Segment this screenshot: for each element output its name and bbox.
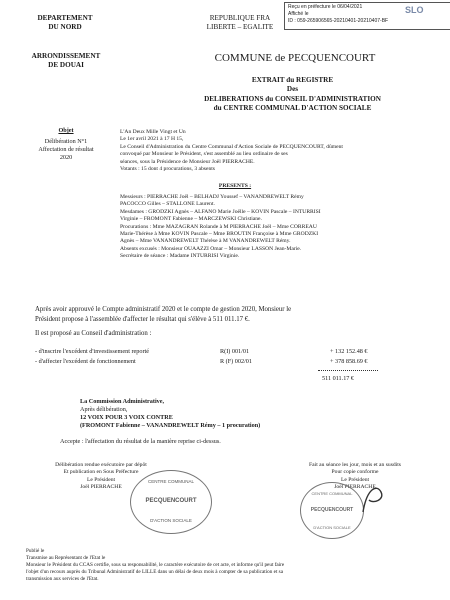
allocation-code: R(I) 001/01 [220, 348, 250, 355]
commune-title: COMMUNE de PECQUENCOURT [214, 52, 376, 64]
arrondissement-label: ARRONDISSEMENT [31, 52, 101, 60]
signature-mark [355, 478, 395, 518]
republic-title: REPUBLIQUE FRA [209, 14, 271, 22]
footer-left-line: Délibération rendue exécutoire par dépôt [55, 462, 147, 468]
intro-line: Le 1er avril 2021 à 17 H 15, [120, 136, 184, 143]
publication-line: Transmise au Représentant de l'Etat le [26, 555, 106, 561]
allocation-row [35, 348, 395, 358]
prefecture-receipt [284, 2, 450, 30]
footer-right-line: Pour copie conforme [331, 469, 379, 476]
subject-deliberation: Délibération N°1 [44, 138, 88, 145]
publication-heading: Publié le [26, 548, 45, 554]
vote-block [80, 398, 380, 430]
department-block [20, 14, 110, 33]
presents-line: Virginie – FROMONT Fabienne – MARCZEWSKI Christiane. [120, 216, 262, 223]
allocation-label: - d'inscrire l'excédent d'investissement reporté [35, 348, 149, 355]
allocation-row [35, 358, 395, 368]
seal-top-text: CENTRE COMMUNAL [147, 479, 194, 484]
intro-line: Le Conseil d'Administration du Centre Communal d'Action Sociale de PECQUENCOURT, dûment [120, 143, 343, 150]
receipt-posted: Affiché le [288, 11, 309, 17]
footer-left-line: Joël PIERRACHE [80, 484, 122, 491]
footer-left-line: Le Président [86, 476, 116, 483]
allocation-label: - d'affecter l'excédent de fonctionnement [35, 358, 136, 365]
footer-right-line: Fait au séance les jour, mois et an susdits [309, 462, 401, 468]
footer-right-line: Joël PIERRACHE [334, 484, 376, 491]
publication-line: Monsieur le Président du CCAS certifie, sous sa responsabilité, le caractère exécutoire de cet acte, et informe qu'il peut faire [26, 562, 285, 568]
body-line: Après avoir approuvé le Compte administratif 2020 et le compte de gestion 2020, Monsieur le [35, 306, 292, 313]
vote-count: 12 VOIX POUR 3 VOIX CONTRE [80, 414, 173, 421]
footer-left-line: Et publication en Sous Préfecture [63, 469, 139, 476]
presents-line: Mesdames : GRODZKI Agnès – ALFANO Marie Joëlle – KOVIN Pascale – INTURRISI [120, 208, 321, 215]
department-name: DU NORD [48, 23, 82, 32]
allocation-table [35, 348, 395, 368]
allocation-total: 511 011.17 € [322, 375, 355, 382]
subject-block [20, 127, 112, 162]
body-paragraph [35, 305, 435, 324]
extract-line-2: Des [286, 85, 299, 94]
receipt-id: ID : 059-265906565-20210401-20210407-BF [288, 18, 389, 24]
presents-list [120, 194, 432, 261]
register-extract-heading [150, 76, 435, 114]
seal-top-text: CENTRE COMMUNAL [311, 491, 353, 496]
intro-line: séances, sous la Présidence de Monsieur Joël PIERRACHE. [120, 158, 255, 165]
republic-motto: LIBERTE – EGALITE [206, 23, 274, 32]
vote-after: Après délibération, [80, 406, 128, 413]
receipt-received: Reçu en préfecture le 06/04/2021 [288, 4, 363, 10]
receipt-stamp-text: SLO [405, 5, 424, 15]
subject-heading: Objet [58, 127, 74, 134]
seal-bottom-text: D'ACTION SOCIALE [313, 525, 351, 530]
decision-text: Accepte : l'affectation du résultat de la manière reprise ci-dessus. [60, 438, 221, 445]
vote-commission: La Commission Administrative, [80, 398, 165, 405]
presents-line: Absents excusés : Monsieur OUAAZZI Omar – Monsieur LASSON Jean-Marie. [120, 245, 302, 252]
subject-year: 2020 [59, 154, 73, 161]
presents-line: Secrétaire de séance : Madame INTURRISI Virginie. [120, 253, 240, 260]
intro-line: L'An Deux Mille Vingt et Un [120, 129, 186, 135]
arrondissement-block [14, 52, 118, 71]
extract-line-1: EXTRAIT du REGISTRE [251, 76, 334, 84]
presents-line: Agnès – Mme VANANDREWELT Thérèse à M VANANDREWELT Rémy. [120, 238, 291, 245]
intro-line: Votants : 15 dont 4 procurations, 3 absents [120, 166, 215, 173]
extract-line-3: DELIBERATIONS du CONSEIL D'ADMINISTRATION [204, 94, 381, 103]
department-label: DEPARTEMENT [37, 14, 93, 22]
republic-header [185, 14, 295, 33]
publication-line: l'objet d'un recours auprès du Tribunal Administratif de LILLE dans un délai de deux mois à compter de sa publication et sa [26, 569, 284, 575]
allocation-amount: + 378 858.69 € [330, 358, 368, 365]
presents-line: PACOCCO Gilles – STALLONE Laurent. [120, 201, 215, 208]
footer-right-line: Le Président [340, 476, 370, 483]
proposal-text: Il est proposé au Conseil d'administration : [35, 330, 152, 337]
ccas-seal-left [130, 470, 212, 534]
presents-heading: PRESENTS : [218, 183, 252, 189]
presents-line: Procurations : Mme MAZAGRAN Rolande à M PIERRACHE Joël – Mme CORREAU [120, 223, 317, 230]
allocation-code: R (F) 002/01 [220, 358, 252, 365]
seal-bottom-text: D'ACTION SOCIALE [150, 518, 192, 523]
presents-line: Marie-Thérèse à Mme KOVIN Pascale – Mme BROUTIN Françoise à Mme GRODZKI [120, 231, 319, 238]
seal-mid-text: PECQUENCOURT [145, 498, 197, 504]
extract-line-4: du CENTRE COMMUNAL D'ACTION SOCIALE [213, 104, 372, 113]
total-divider [318, 370, 378, 371]
presents-line: Messieurs : PIERRACHE Joël – BELHADJ Youssef – VANANDREWELT Rémy [120, 194, 304, 200]
subject-title: Affectation de résultat [38, 146, 94, 153]
allocation-amount: + 132 152.48 € [330, 348, 368, 355]
vote-against-names: (FROMONT Fabienne – VANANDREWELT Rémy – 1 procuration) [80, 422, 261, 429]
publication-block [26, 548, 441, 583]
meeting-intro [120, 129, 432, 173]
seal-mid-text: PECQUENCOURT [310, 507, 354, 513]
arrondissement-name: DE DOUAI [48, 61, 84, 70]
publication-line: transmission aux services de l'Etat. [26, 576, 99, 582]
body-line: Président propose à l'assemblée d'affecter le résultat qui s'élève à 511 011.17 €. [35, 315, 250, 323]
intro-line: convoqué par Monsieur le Président, s'est assemblé au lieu ordinaire de ses [120, 151, 288, 158]
